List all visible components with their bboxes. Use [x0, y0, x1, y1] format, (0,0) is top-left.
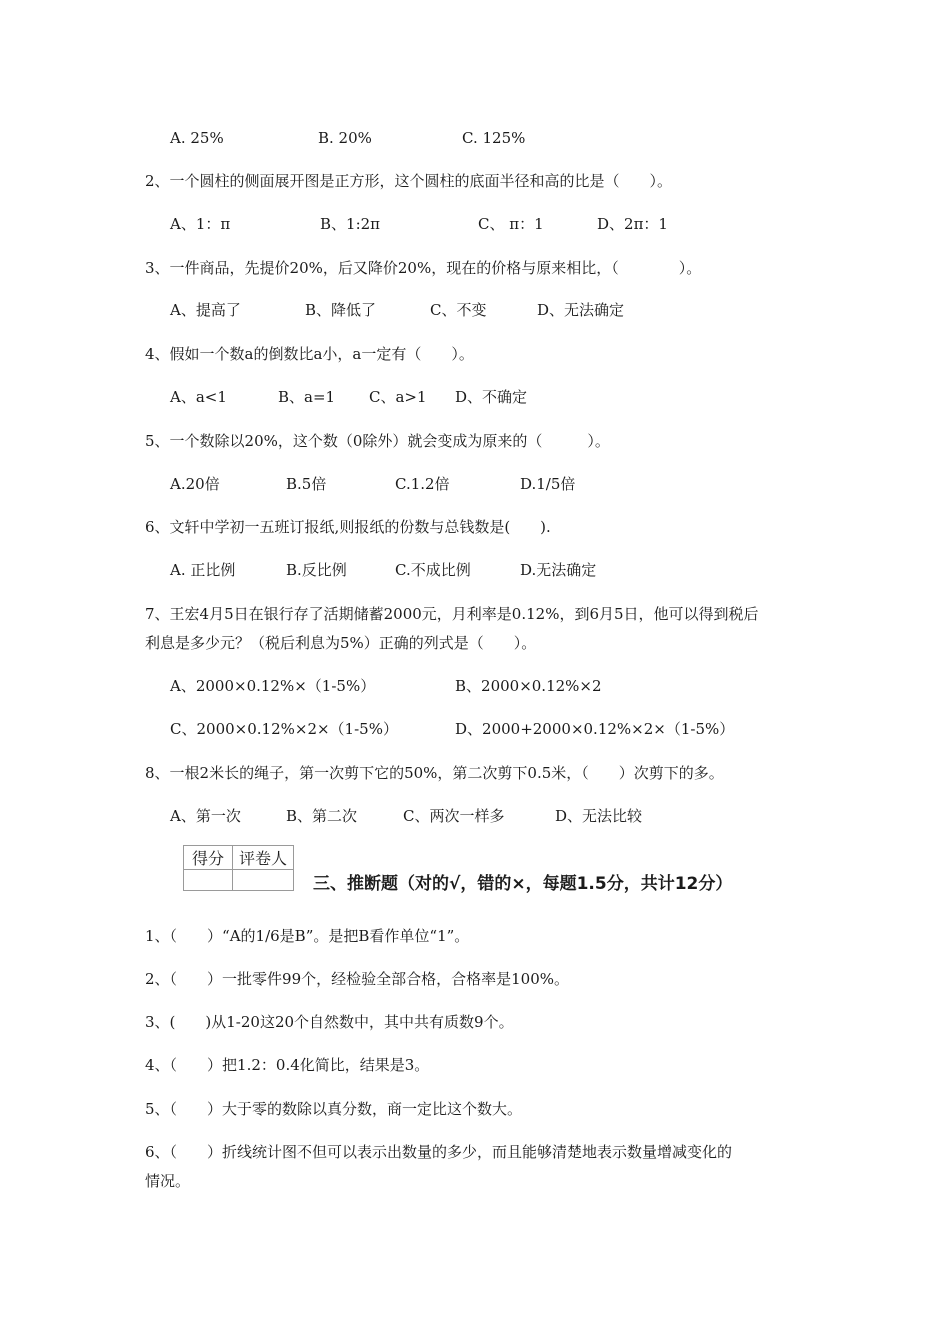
q1-option-c: C. 125% — [462, 129, 526, 147]
q5-option-a: A.20倍 — [170, 475, 220, 493]
q3-option-b: B、降低了 — [305, 301, 377, 319]
score-table — [183, 845, 294, 891]
judgment-2: 2、（ ）一批零件99个，经检验全部合格，合格率是100%。 — [145, 970, 570, 988]
question-7-stem-line2: 利息是多少元？（税后利息为5%）正确的列式是（ ）。 — [145, 634, 537, 652]
q1-option-a: A. 25% — [170, 129, 224, 147]
q5-option-d: D.1/5倍 — [520, 475, 576, 493]
q5-option-b: B.5倍 — [286, 475, 327, 493]
grader-cell[interactable] — [233, 870, 294, 891]
q2-option-d: D、2π：1 — [597, 215, 668, 233]
q6-option-a: A. 正比例 — [170, 561, 236, 579]
q8-option-b: B、第二次 — [286, 807, 358, 825]
judgment-6-line1: 6、（ ）折线统计图不但可以表示出数量的多少，而且能够清楚地表示数量增减变化的 — [145, 1143, 733, 1161]
question-7-stem-line1: 7、王宏4月5日在银行存了活期储蓄2000元，月利率是0.12%，到6月5日，他可以得到税后 — [145, 605, 759, 623]
q7-option-b: B、2000×0.12%×2 — [455, 677, 602, 695]
q7-option-c: C、2000×0.12%×2×（1-5%） — [170, 720, 398, 738]
judgment-5: 5、（ ）大于零的数除以真分数，商一定比这个数大。 — [145, 1100, 523, 1118]
q2-option-a: A、1：π — [170, 215, 231, 233]
q8-option-a: A、第一次 — [170, 807, 241, 825]
question-2-stem: 2、一个圆柱的侧面展开图是正方形，这个圆柱的底面半径和高的比是（ ）。 — [145, 172, 673, 190]
q6-option-b: B.反比例 — [286, 561, 347, 579]
q8-option-c: C、两次一样多 — [403, 807, 505, 825]
q5-option-c: C.1.2倍 — [395, 475, 450, 493]
judgment-1: 1、（ ）“A的1/6是B”。是把B看作单位“1”。 — [145, 927, 470, 945]
q7-option-a: A、2000×0.12%×（1-5%） — [170, 677, 376, 695]
score-header: 得分 — [184, 846, 233, 870]
question-8-stem: 8、一根2米长的绳子，第一次剪下它的50%，第二次剪下0.5米，（ ）次剪下的多。 — [145, 764, 724, 782]
q7-option-d: D、2000+2000×0.12%×2×（1-5%） — [455, 720, 735, 738]
q3-option-d: D、无法确定 — [537, 301, 625, 319]
q8-option-d: D、无法比较 — [555, 807, 643, 825]
judgment-4: 4、（ ）把1.2：0.4化简比，结果是3。 — [145, 1056, 430, 1074]
question-3-stem: 3、一件商品，先提价20%，后又降价20%，现在的价格与原来相比，（ ）。 — [145, 259, 702, 277]
question-6-stem: 6、文轩中学初一五班订报纸,则报纸的份数与总钱数是( ). — [145, 518, 551, 536]
q3-option-c: C、不变 — [430, 301, 487, 319]
section-3-title: 三、推断题（对的√，错的×，每题1.5分，共计12分） — [313, 874, 733, 894]
q3-option-a: A、提高了 — [170, 301, 241, 319]
q1-option-b: B. 20% — [318, 129, 372, 147]
q4-option-d: D、不确定 — [455, 388, 528, 406]
score-cell[interactable] — [184, 870, 233, 891]
q6-option-c: C.不成比例 — [395, 561, 471, 579]
grader-header: 评卷人 — [233, 846, 294, 870]
q6-option-d: D.无法确定 — [520, 561, 597, 579]
judgment-3: 3、( )从1-20这20个自然数中，其中共有质数9个。 — [145, 1013, 514, 1031]
q4-option-a: A、a<1 — [170, 388, 227, 406]
judgment-6-line2: 情况。 — [145, 1172, 191, 1190]
q4-option-c: C、a>1 — [369, 388, 427, 406]
q2-option-c: C、 π：1 — [478, 215, 544, 233]
q2-option-b: B、1:2π — [320, 215, 381, 233]
question-4-stem: 4、假如一个数a的倒数比a小，a一定有（ ）。 — [145, 345, 474, 363]
q4-option-b: B、a=1 — [278, 388, 336, 406]
question-5-stem: 5、一个数除以20%，这个数（0除外）就会变成为原来的（ ）。 — [145, 432, 610, 450]
